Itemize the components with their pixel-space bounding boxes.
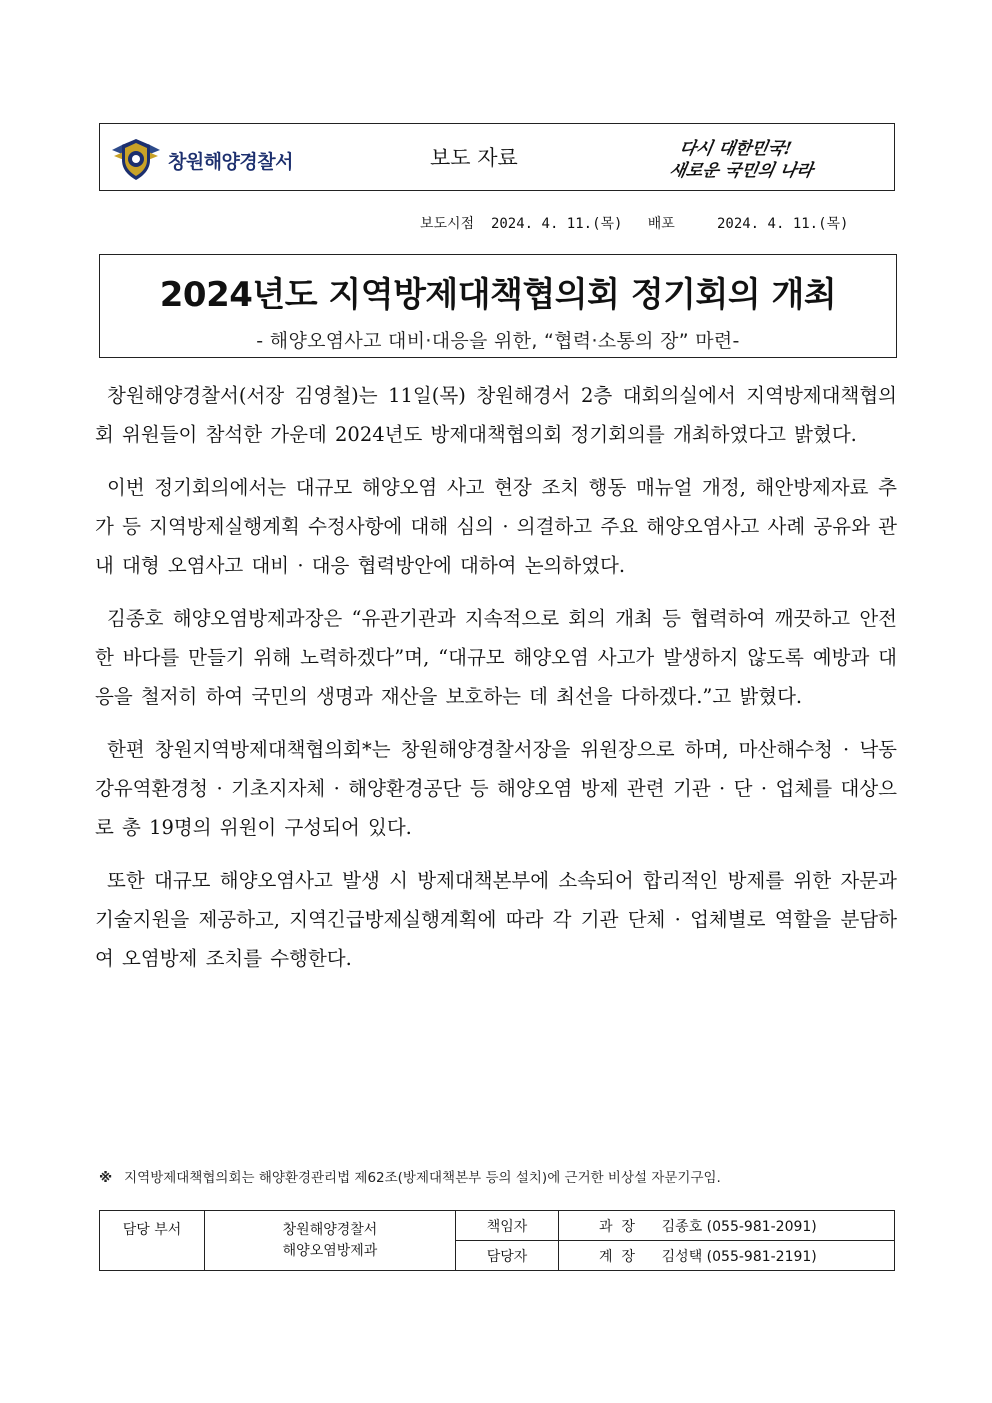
doc-type-label: 보도 자료 xyxy=(430,146,518,170)
paragraph: 또한 대규모 해양오염사고 발생 시 방제대책본부에 소속되어 합리적인 방제를 위한 자문과 기술지원을 제공하고, 지역긴급방제실행계획에 따라 각 기관 단체 · 업체별로 역할을 분담하여 오염방제 조치를 수행한다. xyxy=(95,869,897,970)
office-line-1: 창원해양경찰서 xyxy=(282,1221,378,1238)
release-info: 보도시점 2024. 4. 11.(목) 배포 2024. 4. 11.(목) xyxy=(420,216,849,232)
role-cell: 책임자 xyxy=(456,1211,559,1241)
header-box xyxy=(99,123,895,191)
article-body xyxy=(95,376,897,992)
paragraph: 이번 정기회의에서는 대규모 해양오염 사고 현장 조치 행동 매뉴얼 개정, 해안방제자료 추가 등 지역방제실행계획 수정사항에 대해 심의 · 의결하고 주요 해양오염사고 사례 공유와 관내 대형 오염사고 대비 · 대응 협력방안에 대하여 논의하였다. xyxy=(95,476,897,577)
dept-office xyxy=(205,1211,456,1271)
reference-mark: ※ xyxy=(99,1170,113,1186)
paragraph: 김종호 해양오염방제과장은 “유관기관과 지속적으로 회의 개최 등 협력하여 깨끗하고 안전한 바다를 만들기 위해 노력하겠다”며, “대규모 해양오염 사고가 발생하지 않도록 예방과 대응을 철저히 하여 국민의 생명과 재산을 보호하는 데 최선을 다하겠다.”고 밝혔다. xyxy=(95,607,897,708)
dept-label: 담당 부서 xyxy=(100,1211,205,1271)
office-line-2: 해양오염방제과 xyxy=(282,1242,378,1259)
person-cell: 계 장 김성택 (055-981-2191) xyxy=(559,1241,895,1271)
coast-guard-logo xyxy=(110,136,320,180)
paragraph: 창원해양경찰서(서장 김영철)는 11일(목) 창원해경서 2층 대회의실에서 지역방제대책협의회 위원들이 참석한 가운데 2024년도 방제대책협의회 정기회의를 개최하였다고 밝혔다. xyxy=(95,384,897,446)
title-box xyxy=(99,254,897,358)
slogan-line-1: 다시 대한민국! xyxy=(677,139,794,159)
footnote xyxy=(99,1166,721,1186)
person-cell: 과 장 김종호 (055-981-2091) xyxy=(559,1211,895,1241)
slogan xyxy=(667,132,880,184)
paragraph: 한편 창원지역방제대책협의회*는 창원해양경찰서장을 위원장으로 하며, 마산해수청 · 낙동강유역환경청 · 기초지자체 · 해양환경공단 등 해양오염 방제 관련 기관 · 단 · 업체를 대상으로 총 19명의 위원이 구성되어 있다. xyxy=(95,738,897,839)
footnote-text: 지역방제대책협의회는 해양환경관리법 제62조(방제대책본부 등의 설치)에 근거한 비상설 자문기구임. xyxy=(124,1170,721,1186)
org-name: 창원해양경찰서 xyxy=(168,151,293,173)
role-cell: 담당자 xyxy=(456,1241,559,1271)
slogan-line-2: 새로운 국민의 나라 xyxy=(667,161,815,181)
coast-guard-emblem-icon xyxy=(110,136,162,182)
contact-table xyxy=(99,1210,895,1271)
page-title: 2024년도 지역방제대책협의회 정기회의 개최 xyxy=(159,275,837,315)
page-subtitle: - 해양오염사고 대비·대응을 위한, “협력·소통의 장” 마련- xyxy=(256,330,740,352)
